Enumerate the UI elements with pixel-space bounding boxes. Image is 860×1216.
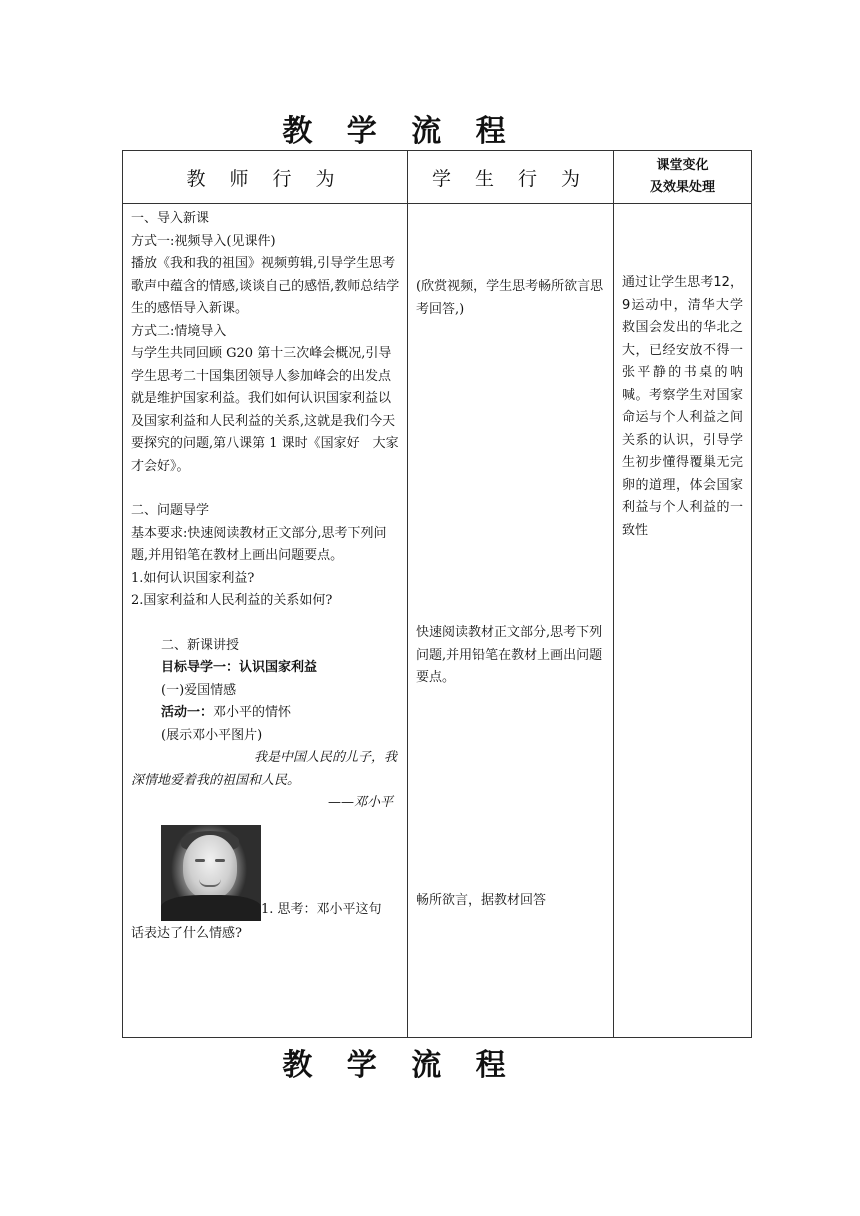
effect-text: 通过让学生思考12，9运动中，清华大学救国会发出的华北之大，已经安放不得一张平静的书桌的呐喊。考察学生对国家命运与个人利益之间关系的认识，引导学生初步懂得覆巢无完卵的道理，体会国家利益与个人利益的一致性 (622, 275, 743, 538)
quote-author: ——邓小平 (327, 795, 393, 810)
activity-one (131, 702, 401, 725)
method-two: 方式二:情境导入 (131, 323, 227, 339)
section-questions: 二、问题导学 (131, 503, 210, 518)
teacher-behavior-cell (123, 204, 408, 1038)
teaching-flow-table (122, 150, 752, 1038)
question-1: 1.如何认识国家利益? (131, 570, 255, 586)
basic-requirement: 基本要求:快速阅读教材正文部分,思考下列问题,并用铅笔在教材上画出问题要点。 (131, 525, 387, 563)
page-title: 教 学 流 程 (282, 114, 518, 149)
header-effect-line2: 及效果处理 (649, 180, 715, 195)
quote-line-1: 我是中国人民的儿子，我 (253, 750, 397, 765)
student-behavior-cell (408, 204, 614, 1038)
method-one: 方式一:视频导入(见课件) (131, 233, 276, 249)
question-2: 2.国家利益和人民利益的关系如何? (131, 593, 333, 608)
header-effect-line1: 课堂变化 (656, 158, 709, 173)
page-title-repeat: 教 学 流 程 (282, 1048, 518, 1083)
student-answer-2: 快速阅读教材正文部分,思考下列问题,并用铅笔在教材上画出问题要点。 (416, 625, 603, 685)
quote-line-2: 深情地爱着我的祖国和人民。 (131, 772, 301, 788)
method-one-text: 播放《我和我的祖国》视频剪辑,引导学生思考歌声中蕴含的情感,谈谈自己的感悟,教师总结学生的感悟导入新课。 (131, 256, 400, 316)
header-student: 学 生 行 为 (408, 151, 614, 204)
header-teacher: 教 师 行 为 (123, 151, 408, 204)
think-block (131, 825, 401, 921)
think-line-1: 1. 思考：邓小平这句 (261, 901, 382, 917)
think-line-2: 话表达了什么情感? (131, 925, 242, 941)
section-intro: 一、导入新课 (131, 211, 210, 226)
header-effect (614, 151, 752, 204)
show-picture: (展示邓小平图片) (161, 727, 263, 743)
patriotic-emotion: (一)爱国情感 (161, 682, 237, 698)
method-two-text: 与学生共同回顾 G20 第十三次峰会概况,引导学生思考二十国集团领导人参加峰会的出发点就是维护国家利益。我们如何认识国家利益以及国家利益和人民利益的关系,这就是我们今天要探究的问题,第八课第 1 课时《国家好 大家才会好》。 (131, 346, 399, 474)
portrait-photo-icon (161, 825, 261, 921)
activity-label: 活动一： (161, 705, 214, 720)
activity-text: 邓小平的情怀 (213, 705, 292, 720)
effect-cell (614, 204, 752, 1038)
section-new-lesson: 二、新课讲授 (161, 637, 240, 653)
student-answer-1: (欣赏视频，学生思考畅所欲言思考回答,) (416, 279, 604, 317)
goal-one: 目标导学一：认识国家利益 (161, 660, 318, 675)
student-answer-3: 畅所欲言，据教材回答 (416, 893, 547, 908)
